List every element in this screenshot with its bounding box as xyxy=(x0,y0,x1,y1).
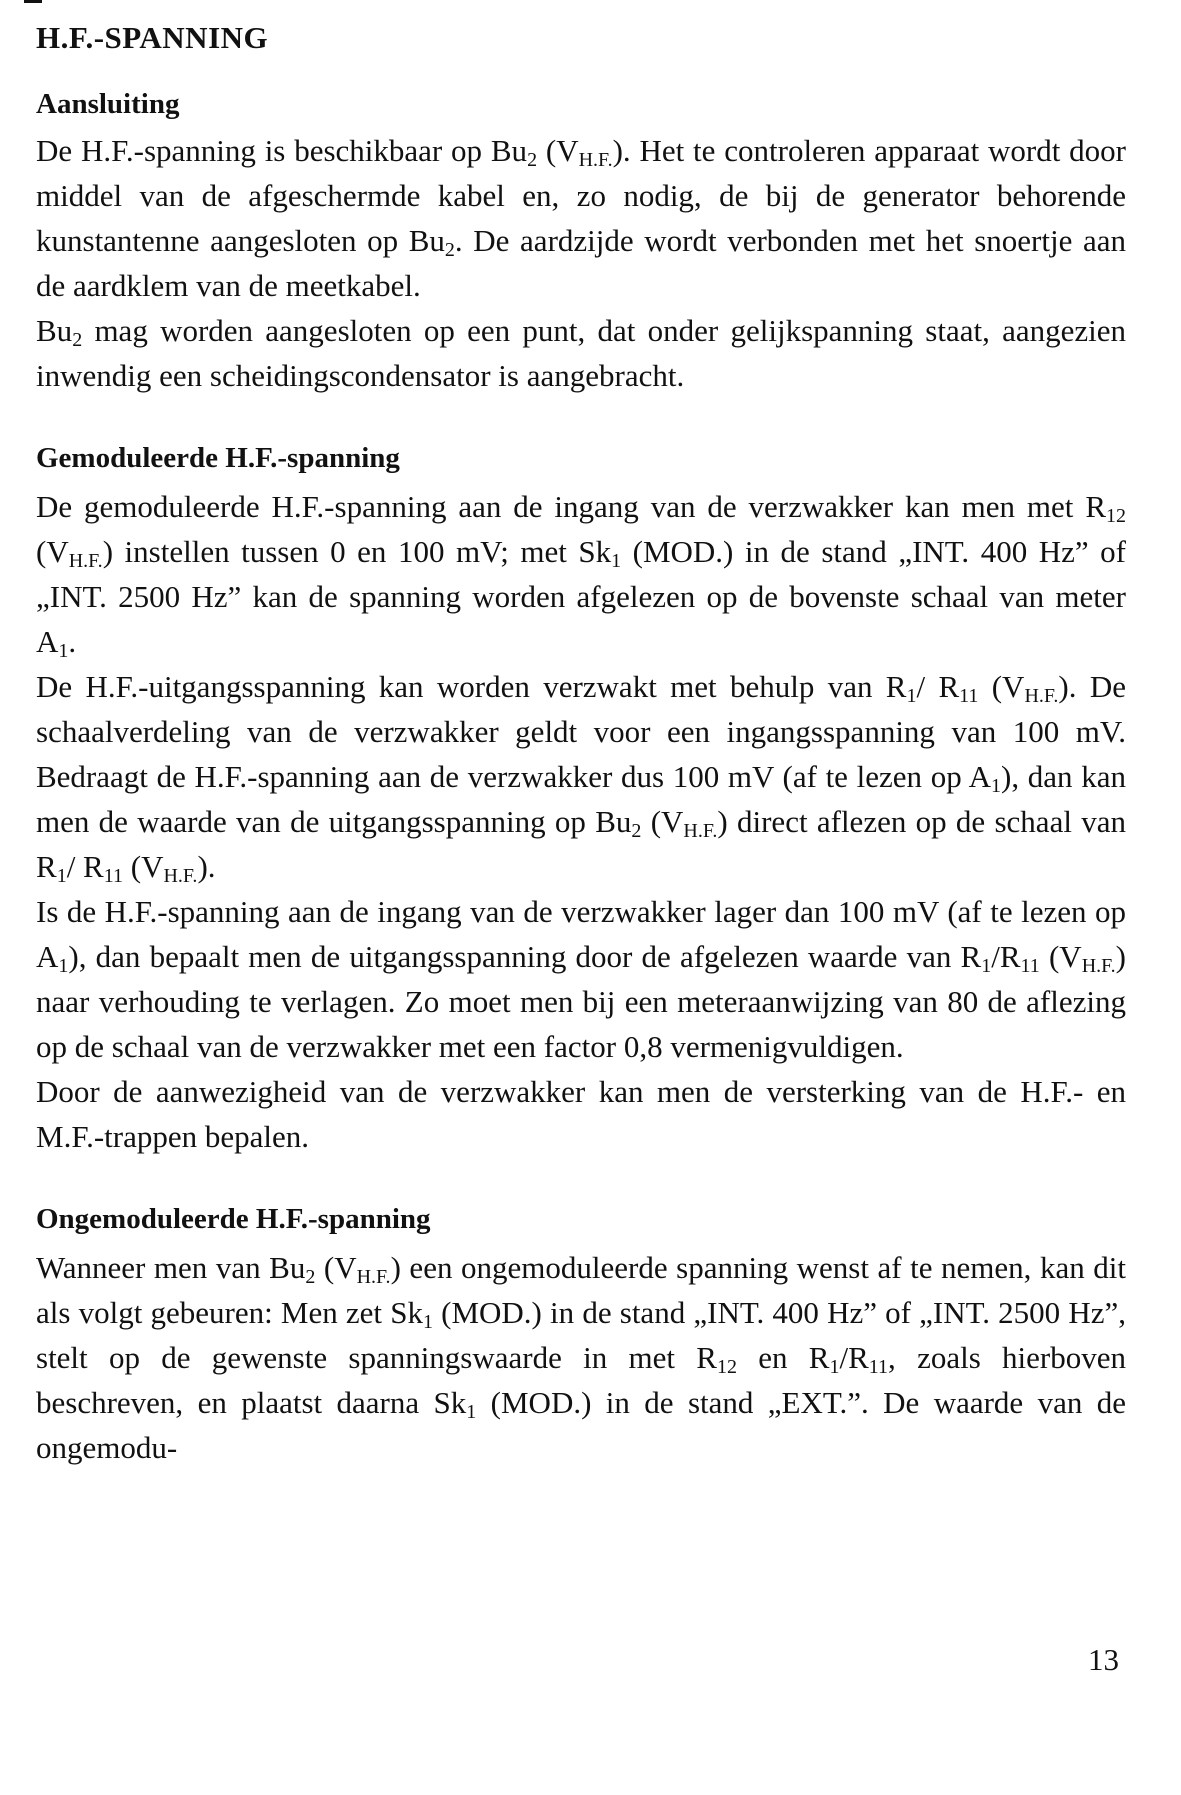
paragraph: De H.F.-uitgangsspanning kan worden verzwakt met behulp van $R_1/$ $R_{11}$ $(V_{H.F.})$. De schaalverdeling van de verzwakker geldt voor een ingangsspanning van 100 mV. Bedraagt de H.F.-spanning aan de verzwakker dus 100 mV (af te lezen op $A_1$), dan kan men de waarde van de uitgangsspanning op $Bu_2$ $(V_{H.F.})$ direct aflezen op de schaal van $R_1/$ $R_{11}$ $(V_{H.F.})$. xyxy=(36,669,1126,887)
top-edge-mark xyxy=(24,0,42,3)
section-heading-ongemoduleerde: Ongemoduleerde H.F.-spanning xyxy=(36,1203,431,1235)
page-title: H.F.-SPANNING xyxy=(36,20,269,55)
section-heading-aansluiting: Aansluiting xyxy=(36,88,180,120)
section-heading-gemoduleerde: Gemoduleerde H.F.-spanning xyxy=(36,442,400,474)
paragraph: De H.F.-spanning is beschikbaar op $Bu_2$ $(V_{H.F.})$. Het te controleren apparaat wordt door middel van de afgeschermde kabel en, zo nodig, de bij de generator behorende kunstantenne aangesloten op $Bu_2$. De aardzijde wordt verbonden met het snoertje aan de aardklem van de meetkabel. xyxy=(36,133,1126,303)
paragraph: Wanneer men van $Bu_2$ $(V_{H.F.})$ een ongemoduleerde spanning wenst af te nemen, kan dit als volgt gebeuren: Men zet $Sk_1$ (MOD.) in de stand „INT. 400 Hz” of „INT. 2500 Hz”, stelt op de gewenste spanningswaarde in met $R_{12}$ en $R_1/R_{11}$, zoals hierboven beschreven, en plaatst daarna $Sk_1$ (MOD.) in de stand „EXT.”. De waarde van de ongemodu- xyxy=(36,1250,1127,1465)
paragraph: De gemoduleerde H.F.-spanning aan de ingang van de verzwakker kan men met $R_{12}$ $(V_{H.F.})$ instellen tussen 0 en 100 mV; met $Sk_1$ (MOD.) in de stand „INT. 400 Hz” of „INT. 2500 Hz” kan de spanning worden afgelezen op de bovenste schaal van meter $A_1$. xyxy=(36,489,1126,662)
paragraph: Door de aanwezigheid van de verzwakker kan men de versterking van de H.F.- en M.F.-trappen bepalen. xyxy=(36,1074,1126,1154)
page-number: 13 xyxy=(1088,1642,1119,1677)
paragraph: Is de H.F.-spanning aan de ingang van de verzwakker lager dan 100 mV (af te lezen op $A_1$), dan bepaalt men de uitgangsspanning door de afgelezen waarde van $R_1/R_{11}$ $(V_{H.F.})$ naar verhouding te verlagen. Zo moet men bij een meteraanwijzing van 80 de aflezing op de schaal van de verzwakker met een factor 0,8 vermenigvuldigen. xyxy=(36,894,1126,1064)
paragraph: $Bu_2$ mag worden aangesloten op een punt, dat onder gelijkspanning staat, aangezien inwendig een scheidingscondensator is aangebracht. xyxy=(36,313,1126,393)
text-column xyxy=(36,18,1126,1470)
